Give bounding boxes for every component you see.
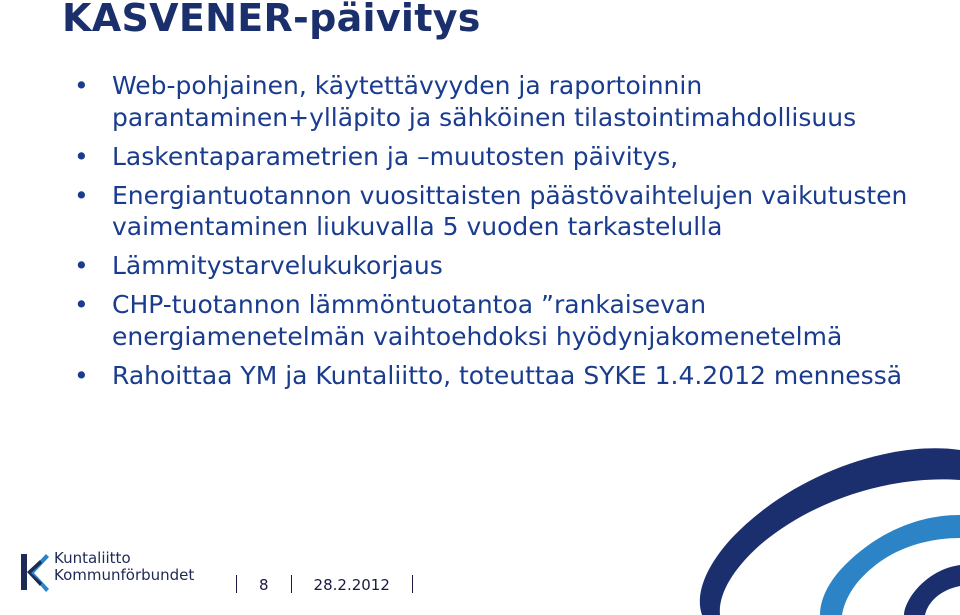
bullet-item xyxy=(72,250,912,282)
footer-divider xyxy=(236,575,237,593)
bullet-icon: • xyxy=(74,290,89,319)
footer-divider xyxy=(412,575,413,593)
kuntaliitto-k-logo-icon xyxy=(20,552,50,592)
bullet-item xyxy=(72,141,912,173)
bullet-text: Rahoittaa YM ja Kuntaliitto, toteuttaa SYKE 1.4.2012 mennessä xyxy=(112,360,903,390)
bullet-item xyxy=(72,180,912,243)
bullet-icon: • xyxy=(74,141,89,171)
kuntaliitto-logo xyxy=(20,549,195,594)
bullet-item xyxy=(72,70,912,133)
logo-text xyxy=(54,550,194,584)
bullet-text: Web-pohjainen, käytettävyyden ja raportoinnin parantaminen+ylläpito ja sähköinen tilastointimahdollisuus xyxy=(112,71,857,132)
bullet-icon: • xyxy=(74,71,89,100)
bullet-list xyxy=(72,70,912,399)
bullet-text: Lämmitystarvelukukorjaus xyxy=(112,251,443,280)
slide-title: KASVENER-päivitys xyxy=(62,0,481,40)
logo-line-sv: Kommunförbundet xyxy=(54,566,195,584)
footer-divider xyxy=(291,575,292,593)
footer-meta xyxy=(236,575,435,594)
blue-swoosh-icon xyxy=(640,420,960,615)
bullet-text: CHP-tuotannon lämmöntuotantoa ”rankaisevan energiamenetelmän vaihtoehdoksi hyödynjakomenetelmä xyxy=(112,290,843,351)
footer-date: 28.2.2012 xyxy=(313,576,390,594)
bullet-text: Laskentaparametrien ja –muutosten päivitys, xyxy=(112,141,679,171)
bullet-icon: • xyxy=(74,180,89,210)
bullet-icon: • xyxy=(74,360,89,390)
logo-line-fi: Kuntaliitto xyxy=(54,549,131,567)
bullet-item xyxy=(72,360,912,392)
bullet-text: Energiantuotannon vuosittaisten päästövaihtelujen vaikutusten vaimentaminen liukuvalla 5 vuoden tarkastelulla xyxy=(112,180,908,241)
bullet-icon: • xyxy=(74,251,89,280)
page-number: 8 xyxy=(259,576,269,594)
bullet-item xyxy=(72,289,912,352)
